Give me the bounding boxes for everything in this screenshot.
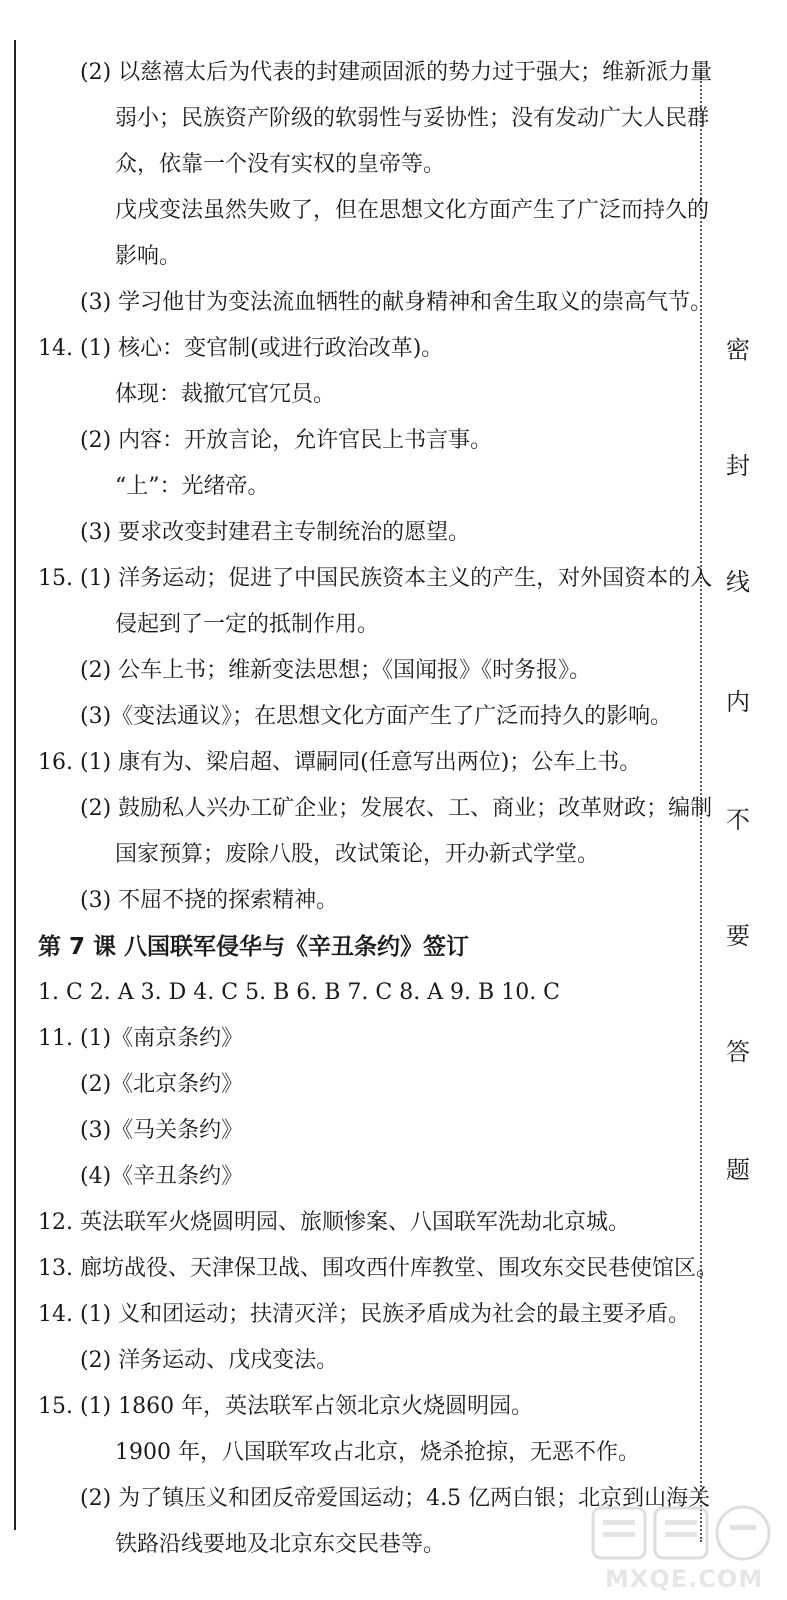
answer-line: (3)《马关条约》	[80, 1118, 244, 1143]
answer-line: (2) 内容：开放言论，允许官民上书言事。	[80, 428, 493, 453]
answer-line: (3) 不屈不挠的探索精神。	[80, 888, 339, 913]
answer-line: 影响。	[115, 244, 182, 269]
answer-line: 16. (1) 康有为、梁启超、谭嗣同(任意写出两位)；公车上书。	[38, 750, 642, 775]
answer-line: 11. (1)《南京条约》	[38, 1026, 244, 1051]
answer-line: 15. (1) 洋务运动；促进了中国民族资本主义的产生，对外国资本的入	[38, 566, 713, 591]
seal-char: 答	[726, 1038, 750, 1066]
seal-char: 题	[726, 1156, 750, 1184]
answer-line: (3)《变法通议》；在思想文化方面产生了广泛而持久的影响。	[80, 704, 673, 729]
answer-line: 13. 廊坊战役、天津保卫战、围攻西什库教堂、围攻东交民巷使馆区。	[38, 1256, 718, 1281]
answer-line: 弱小；民族资产阶级的软弱性与妥协性；没有发动广大人民群	[115, 106, 710, 131]
answer-line: 1900 年，八国联军攻占北京，烧杀抢掠，无恶不作。	[115, 1440, 640, 1465]
answer-line: 侵起到了一定的抵制作用。	[115, 612, 380, 637]
watermark-site: MXQE.COM	[605, 1565, 764, 1593]
answer-line: 众，依靠一个没有实权的皇帝等。	[115, 152, 446, 177]
answer-line: 12. 英法联军火烧圆明园、旅顺惨案、八国联军洗劫北京城。	[38, 1210, 630, 1235]
answer-line: 14. (1) 核心：变官制(或进行政治改革)。	[38, 336, 444, 361]
seal-char: 线	[726, 568, 750, 596]
answer-line: (3) 学习他甘为变法流血牺牲的献身精神和舍生取义的崇高气节。	[80, 290, 713, 315]
answer-line: (2) 为了镇压义和团反帝爱国运动；4.5 亿两白银；北京到山海关	[80, 1486, 711, 1511]
answer-line: “上”：光绪帝。	[115, 474, 270, 499]
answer-line: (2) 公车上书；维新变法思想；《国闻报》《时务报》。	[80, 658, 592, 683]
choice-answers: 1. C 2. A 3. D 4. C 5. B 6. B 7. C 8. A 9. B 10. C	[38, 980, 561, 1005]
answer-line: (2) 鼓励私人兴办工矿企业；发展农、工、商业；改革财政；编制	[80, 796, 713, 821]
seal-char: 密	[726, 336, 750, 364]
left-margin-rule	[14, 40, 16, 1530]
answer-line: 戊戌变法虽然失败了，但在思想文化方面产生了广泛而持久的	[115, 198, 710, 223]
seal-char: 内	[726, 688, 750, 716]
answer-line: (4)《辛丑条约》	[80, 1164, 244, 1189]
answer-line: 14. (1) 义和团运动；扶清灭洋；民族矛盾成为社会的最主要矛盾。	[38, 1302, 691, 1327]
answer-line: (2)《北京条约》	[80, 1072, 244, 1097]
answer-line: 15. (1) 1860 年，英法联军占领北京火烧圆明园。	[38, 1394, 534, 1419]
answer-line: 体现：裁撤冗官冗员。	[115, 382, 336, 407]
section-heading: 第 7 课 八国联军侵华与《辛丑条约》签订	[38, 934, 470, 960]
seal-char: 不	[726, 806, 750, 834]
seal-char: 封	[726, 452, 750, 480]
answer-line: (2) 以慈禧太后为代表的封建顽固派的势力过于强大；维新派力量	[80, 60, 713, 85]
answer-line: 国家预算；废除八股，改试策论，开办新式学堂。	[115, 842, 600, 867]
answer-line: (2) 洋务运动、戊戌变法。	[80, 1348, 339, 1373]
answer-line: (3) 要求改变封建君主专制统治的愿望。	[80, 520, 471, 545]
seal-char: 要	[726, 922, 750, 950]
answer-line: 铁路沿线要地及北京东交民巷等。	[115, 1532, 446, 1557]
